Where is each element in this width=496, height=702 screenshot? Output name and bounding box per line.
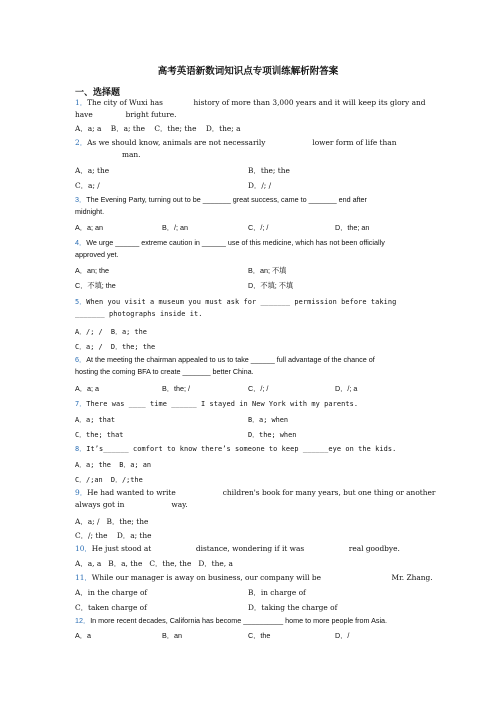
option-d: D．taking the charge of bbox=[248, 603, 338, 612]
option-b: B．an; 不填 bbox=[248, 266, 287, 275]
question-number: 9． bbox=[75, 488, 88, 497]
option-row: A．a, a B．a, the C．the, the D．the, a bbox=[75, 559, 233, 568]
question-text: While our manager is away on business, our company will be Mr. Zhang. bbox=[91, 573, 433, 582]
option-d: D．/ bbox=[335, 631, 350, 640]
question-3 bbox=[75, 194, 421, 218]
question-9 bbox=[75, 487, 436, 511]
question-number: 2． bbox=[75, 138, 88, 147]
question-11 bbox=[75, 572, 433, 584]
question-text-cont: hosting the coming BFA to create _______ better China. bbox=[75, 367, 254, 377]
option-row: A．/; / B．a; the bbox=[75, 328, 147, 336]
option-b: B．an bbox=[162, 631, 182, 640]
question-5 bbox=[75, 296, 421, 320]
question-text-cont: midnight. bbox=[75, 207, 105, 217]
question-number: 10． bbox=[75, 544, 92, 553]
question-10 bbox=[75, 543, 421, 555]
option-a: A．a; a bbox=[75, 384, 99, 393]
question-text: When you visit a museum you must ask for _______ permission before taking bbox=[86, 298, 397, 306]
question-number: 3． bbox=[75, 195, 87, 204]
option-row: A．a; a B．a; the C．the; the D．the; a bbox=[75, 124, 241, 133]
question-text: There was ____ time ______ I stayed in New York with my parents. bbox=[86, 400, 359, 408]
option-row: A．a; / B．the; the bbox=[75, 517, 149, 526]
question-text: We urge ______ extreme caution in ______ use of this medicine, which has not been officially bbox=[86, 238, 385, 247]
option-c: C．a; / bbox=[75, 181, 100, 190]
question-1 bbox=[75, 97, 426, 121]
option-b: B．the; / bbox=[162, 384, 190, 393]
option-d: D．/; / bbox=[248, 181, 272, 190]
question-number: 11． bbox=[75, 573, 92, 582]
question-text-cont: have bright future. bbox=[75, 110, 177, 120]
option-d: D．the; when bbox=[248, 431, 297, 439]
question-number: 12． bbox=[75, 616, 91, 625]
option-c: C．/; / bbox=[248, 223, 269, 232]
question-number: 8． bbox=[75, 445, 87, 453]
option-d: D．the; an bbox=[335, 223, 370, 232]
option-b: B．/; an bbox=[162, 223, 188, 232]
question-text-cont: man. bbox=[75, 150, 141, 160]
option-c: C．the bbox=[248, 631, 271, 640]
option-b: B．in charge of bbox=[248, 588, 306, 597]
option-b: B．the; the bbox=[248, 166, 290, 175]
option-c: C．taken charge of bbox=[75, 603, 147, 612]
question-text: The city of Wuxi has history of more than 3,000 years and it will keep its glory and bbox=[87, 98, 426, 107]
question-12 bbox=[75, 615, 421, 627]
question-7 bbox=[75, 398, 421, 410]
option-a: A．in the charge of bbox=[75, 588, 148, 597]
question-text-cont: approved yet. bbox=[75, 250, 119, 260]
option-a: A．a; that bbox=[75, 416, 116, 424]
question-text: He just stood at distance, wondering if it was real goodbye. bbox=[91, 544, 400, 553]
option-c: C．不填; the bbox=[75, 281, 116, 290]
option-a: A．a bbox=[75, 631, 91, 640]
option-d: D．不填; 不填 bbox=[248, 281, 294, 290]
option-a: A．a; an bbox=[75, 223, 103, 232]
option-row: A．a; the B．a; an bbox=[75, 461, 152, 469]
question-text: As we should know, animals are not necessarily lower form of life than bbox=[87, 138, 397, 147]
question-text: In more recent decades, California has become __________ home to more people from Asia. bbox=[90, 616, 388, 625]
option-row: C．/;an D．/;the bbox=[75, 476, 143, 484]
question-text-cont: always got in way. bbox=[75, 500, 188, 510]
question-text: At the meeting the chairman appealed to us to take ______ full advantage of the chance of bbox=[86, 355, 375, 364]
option-a: A．an; the bbox=[75, 266, 109, 275]
question-number: 5． bbox=[75, 298, 87, 306]
question-number: 6． bbox=[75, 355, 87, 364]
option-b: B．a; when bbox=[248, 416, 289, 424]
question-text: It’s______ comfort to know there’s someone to keep ______eye on the kids. bbox=[86, 445, 397, 453]
question-number: 4． bbox=[75, 238, 87, 247]
question-number: 1． bbox=[75, 98, 88, 107]
question-text-cont: _______ photographs inside it. bbox=[75, 310, 203, 319]
option-d: D．/; a bbox=[335, 384, 358, 393]
option-row: C．a; / D．the; the bbox=[75, 343, 156, 351]
question-8 bbox=[75, 443, 421, 455]
question-4 bbox=[75, 237, 421, 261]
question-2 bbox=[75, 137, 421, 161]
question-6 bbox=[75, 354, 421, 378]
page-title: 高考英语新数词知识点专项训练解析附答案 bbox=[157, 66, 339, 77]
question-number: 7． bbox=[75, 400, 87, 408]
option-row: C．/; the D．a; the bbox=[75, 531, 152, 540]
option-a: A．a; the bbox=[75, 166, 110, 175]
option-c: C．the; that bbox=[75, 431, 124, 439]
section-heading: 一、选择题 bbox=[75, 88, 121, 98]
question-text: He had wanted to write children's book for many years, but one thing or another bbox=[87, 488, 436, 497]
option-c: C．/; / bbox=[248, 384, 269, 393]
question-text: The Evening Party, turning out to be _______ great success, came to _______ end after bbox=[86, 195, 367, 204]
